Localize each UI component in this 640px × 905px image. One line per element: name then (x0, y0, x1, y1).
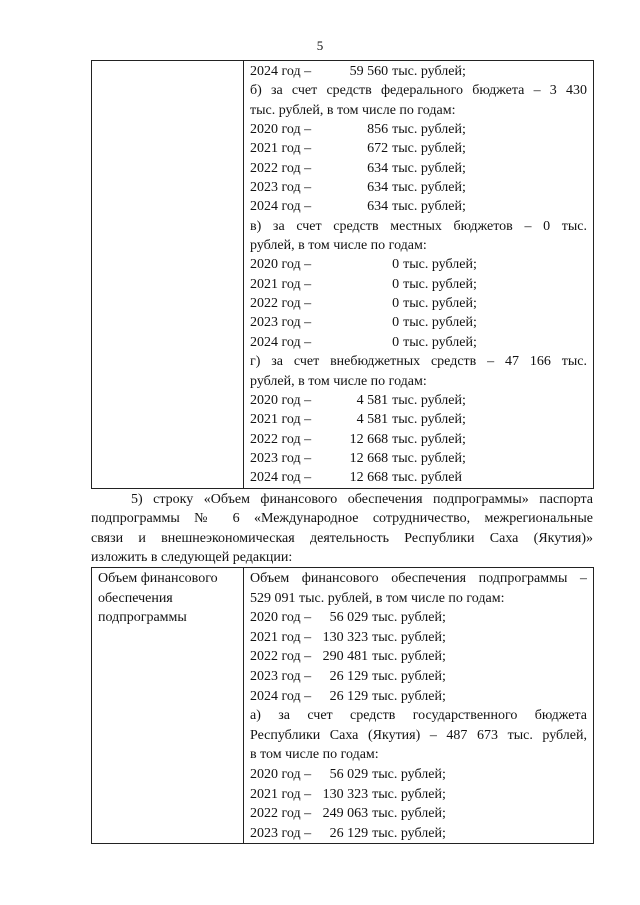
year-amount-line (250, 449, 587, 468)
year-amount-line (250, 313, 587, 332)
amount-value: 26 129 (329, 668, 369, 684)
year-label: 2020 год – (250, 766, 312, 782)
year-amount-line (250, 785, 587, 805)
amount-unit: тыс. рублей; (372, 649, 446, 665)
text-line: а) за счет средств государственного бюджета (250, 708, 587, 724)
amount-unit: тыс. рублей; (403, 334, 477, 350)
amount-unit: тыс. рублей; (372, 668, 446, 684)
year-label: 2021 год – (250, 141, 312, 157)
amount-value: 4 581 (356, 412, 389, 428)
amount-value: 59 560 (349, 64, 389, 79)
year-amount-line (250, 391, 587, 410)
text-line: рублей, в том числе по годам: (250, 373, 427, 389)
amount-value: 634 (367, 199, 389, 215)
text-line: г) за счет внебюджетных средств – 47 166 тыс. (250, 354, 587, 370)
amount-value: 26 129 (329, 688, 369, 704)
amount-unit: тыс. рублей; (372, 806, 446, 822)
amount-unit: тыс. рублей; (392, 180, 466, 196)
year-label: 2021 год – (250, 412, 312, 428)
year-label: 2024 год – (250, 470, 312, 486)
table2-left-cell (92, 568, 244, 844)
amount-unit: тыс. рублей; (403, 296, 477, 312)
year-amount-line (250, 410, 587, 429)
year-amount-line (250, 824, 587, 844)
amount-value: 56 029 (329, 766, 369, 782)
amount-value: 4 581 (356, 392, 389, 408)
amount-unit: тыс. рублей; (372, 786, 446, 802)
amount-unit: тыс. рублей; (392, 160, 466, 176)
paragraph-line: связи и внешнеэкономическая деятельность Республики Саха (Якутия)» (91, 530, 593, 546)
year-label: 2023 год – (250, 315, 312, 331)
amount-unit: тыс. рублей; (372, 825, 446, 841)
amount-unit: тыс. рублей; (392, 450, 466, 466)
amount-value: 130 323 (322, 629, 369, 645)
text-line: рублей, в том числе по годам: (250, 238, 427, 254)
amount-value: 0 (392, 257, 400, 273)
text-line: в том числе по годам: (250, 747, 379, 763)
amount-unit: тыс. рублей; (392, 64, 466, 79)
amount-value: 26 129 (329, 825, 369, 841)
amount-unit: тыс. рублей; (403, 276, 477, 292)
year-label: 2024 год – (250, 334, 312, 350)
year-amount-line (250, 120, 587, 139)
year-label: 2021 год – (250, 276, 312, 292)
passport-table-subprogram-6 (91, 567, 594, 844)
amount-value: 290 481 (322, 649, 369, 665)
paragraph-line: подпрограммы № 6 «Международное сотрудничество, межрегиональные (91, 511, 593, 527)
year-amount-line (250, 430, 587, 449)
year-amount-line (250, 197, 587, 216)
year-label: 2023 год – (250, 180, 312, 196)
year-label: 2023 год – (250, 450, 312, 466)
amount-unit: тыс. рублей (392, 470, 462, 486)
paragraph-line: изложить в следующей редакции: (91, 549, 293, 565)
amount-value: 634 (367, 180, 389, 196)
amount-unit: тыс. рублей; (403, 257, 477, 273)
amount-value: 56 029 (329, 610, 369, 626)
year-label: 2022 год – (250, 160, 312, 176)
amount-unit: тыс. рублей; (372, 688, 446, 704)
amount-unit: тыс. рублей; (372, 610, 446, 626)
amount-unit: тыс. рублей; (403, 315, 477, 331)
text-line: тыс. рублей, в том числе по годам: (250, 102, 456, 118)
amount-value: 12 668 (349, 431, 389, 447)
year-amount-line (250, 804, 587, 824)
amount-value: 672 (367, 141, 389, 157)
text-line: б) за счет средств федерального бюджета – 3 430 (250, 83, 587, 99)
passport-table-continued (91, 60, 594, 489)
amount-unit: тыс. рублей; (392, 122, 466, 138)
text-line: в) за счет средств местных бюджетов – 0 тыс. (250, 218, 587, 234)
amount-value: 130 323 (322, 786, 369, 802)
left-cell-line: подпрограммы (98, 610, 187, 626)
year-amount-line (250, 159, 587, 178)
amount-value: 634 (367, 160, 389, 176)
year-label: 2023 год – (250, 825, 312, 841)
year-amount-line (250, 628, 587, 648)
amount-value: 856 (367, 122, 389, 138)
year-amount-line (250, 765, 587, 785)
amount-unit: тыс. рублей; (392, 431, 466, 447)
table1-right-cell (244, 61, 594, 489)
year-label: 2024 год – (250, 199, 312, 215)
page-number: 5 (316, 38, 324, 53)
text-line: Республики Саха (Якутия) – 487 673 тыс. рублей, (250, 727, 587, 743)
year-amount-line (250, 647, 587, 667)
year-amount-line (250, 667, 587, 687)
year-label: 2024 год – (250, 64, 312, 79)
year-amount-line (250, 62, 587, 81)
table2-right-cell (244, 568, 594, 844)
year-amount-line (250, 139, 587, 158)
year-amount-line (250, 333, 587, 352)
table1-left-cell (92, 61, 244, 489)
amount-value: 0 (392, 334, 400, 350)
year-label: 2022 год – (250, 431, 312, 447)
year-label: 2023 год – (250, 668, 312, 684)
amount-unit: тыс. рублей; (392, 392, 466, 408)
year-label: 2020 год – (250, 392, 312, 408)
left-cell-line: обеспечения (98, 590, 173, 606)
year-label: 2021 год – (250, 629, 312, 645)
amount-value: 0 (392, 276, 400, 292)
amount-unit: тыс. рублей; (392, 199, 466, 215)
year-amount-line (250, 687, 587, 707)
amount-unit: тыс. рублей; (372, 629, 446, 645)
year-label: 2022 год – (250, 296, 312, 312)
text-line: 529 091 тыс. рублей, в том числе по годам: (250, 590, 505, 606)
amount-unit: тыс. рублей; (392, 141, 466, 157)
left-cell-line: Объем финансового (98, 571, 218, 586)
year-label: 2022 год – (250, 649, 312, 665)
year-label: 2024 год – (250, 688, 312, 704)
text-line: Объем финансового обеспечения подпрограммы – (250, 571, 587, 586)
year-amount-line (250, 275, 587, 294)
amendment-paragraph (91, 490, 593, 567)
amount-unit: тыс. рублей; (372, 766, 446, 782)
amount-value: 0 (392, 296, 400, 312)
year-label: 2022 год – (250, 806, 312, 822)
amount-unit: тыс. рублей; (392, 412, 466, 428)
amount-value: 12 668 (349, 450, 389, 466)
year-amount-line (250, 608, 587, 628)
amount-value: 249 063 (322, 806, 369, 822)
year-amount-line (250, 468, 587, 487)
amount-value: 0 (392, 315, 400, 331)
year-label: 2020 год – (250, 610, 312, 626)
year-label: 2021 год – (250, 786, 312, 802)
year-label: 2020 год – (250, 257, 312, 273)
year-amount-line (250, 294, 587, 313)
paragraph-line: 5) строку «Объем финансового обеспечения подпрограммы» паспорта (131, 492, 593, 507)
year-amount-line (250, 255, 587, 274)
amount-value: 12 668 (349, 470, 389, 486)
year-label: 2020 год – (250, 122, 312, 138)
year-amount-line (250, 178, 587, 197)
